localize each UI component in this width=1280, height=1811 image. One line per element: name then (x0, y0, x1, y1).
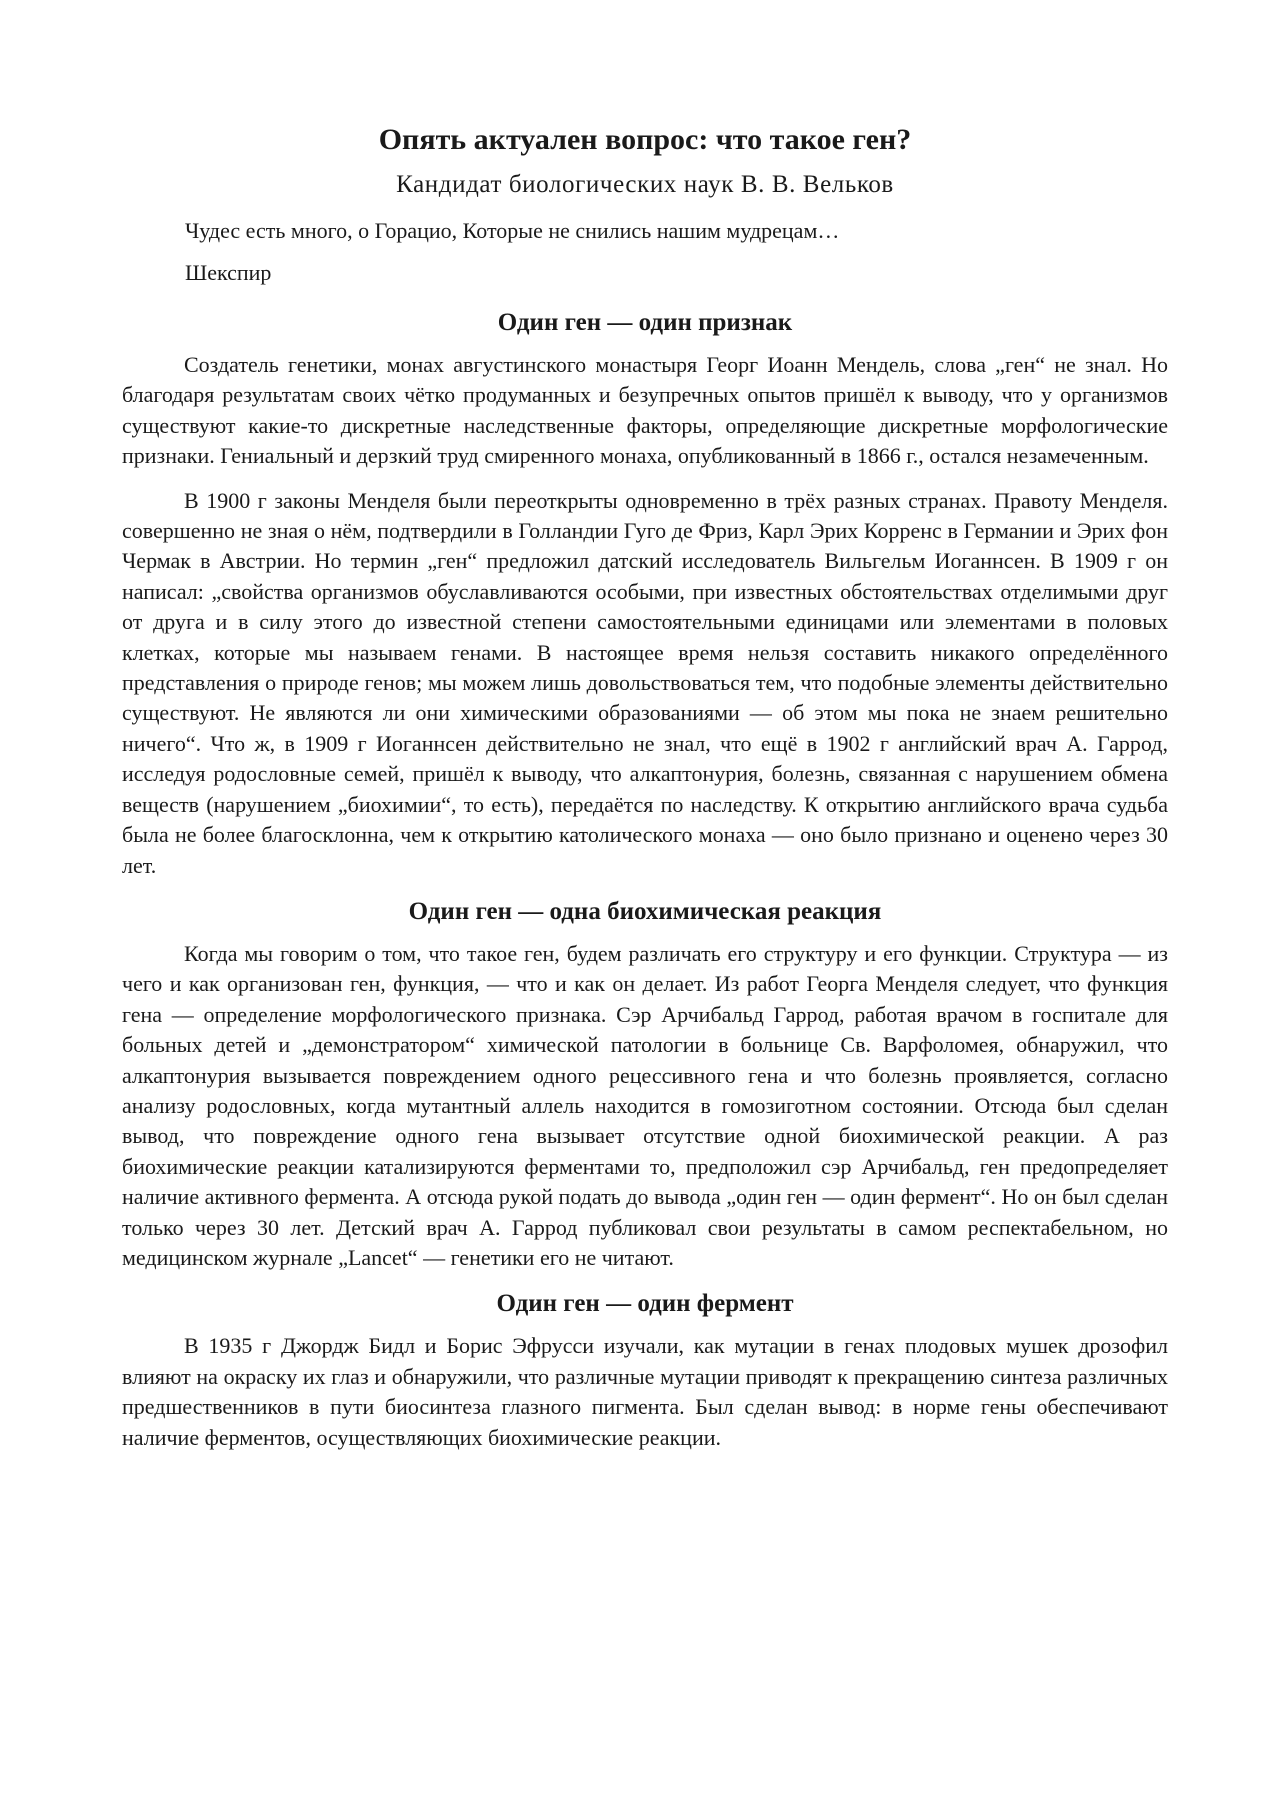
author-line: Кандидат биологических наук В. В. Вельков (396, 171, 894, 198)
epigraph-attribution: Шекспир (185, 260, 272, 285)
document-page (122, 120, 1168, 1467)
paragraph: Когда мы говорим о том, что такое ген, будем различать его структуру и его функции. Структура — из чего и как организован ген, функция, — что и как он делает. Из работ Георга Менделя следует, что функция гена — определение морфологического признака. Сэр Арчибальд Гаррод, работая врачом в госпитале для больных детей и „демонстратором“ химической патологии в больнице Св. Варфоломея, обнаружил, что алкаптонурия вызывается повреждением одного рецессивного гена и что болезнь проявляется, согласно анализу родословных, когда мутантный аллель находится в гомозиготном состоянии. Отсюда был сделан вывод, что повреждение одного гена вызывает отсутствие одной биохимической реакции. А раз биохимические реакции катализируются ферментами то, предположил сэр Арчибальд, ген предопределяет наличие активного фермента. А отсюда рукой подать до вывода „один ген — один фермент“. Но он был сделан только через 30 лет. Детский врач А. Гаррод публиковал свои результаты в самом респектабельном, но медицинском журнале „Lancet“ — генетики его не читают. (122, 940, 1168, 1270)
section-one-gene-one-enzyme (122, 1287, 1168, 1453)
epigraph-quote: Чудес есть много, о Горацио, Которые не снились нашим мудрецам… (185, 218, 840, 243)
section-one-gene-one-trait (122, 306, 1168, 881)
paragraph: В 1900 г законы Менделя были переоткрыты одновременно в трёх разных странах. Правоту Менделя. совершенно не зная о нём, подтвердили в Голландии Гуго де Фриз, Карл Эрих Корренс в Германии и Эрих фон Чермак в Австрии. Но термин „ген“ предложил датский исследователь Вильгельм Иоганнсен. В 1909 г он написал: „свойства организмов обуславливаются особыми, при известных обстоятельствах отделимыми друг от друга и в силу этого до известной степени самостоятельными единицами или элементами в половых клетках, которые мы называем генами. В настоящее время нельзя составить никакого определённого представления о природе генов; мы можем лишь довольствоваться тем, что подобные элементы действительно существуют. Не являются ли они химическими образованиями — об этом мы пока не знаем решительно ничего“. Что ж, в 1909 г Иоганнсен действительно не знал, что ещё в 1902 г английский врач А. Гаррод, исследуя родословные семей, пришёл к выводу, что алкаптонурия, болезнь, связанная с нарушением обмена веществ (нарушением „биохимии“, то есть), передаётся по наследству. К открытию английского врача судьба была не более благосклонна, чем к открытию католического монаха — оно было признано и оценено через 30 лет. (122, 487, 1168, 878)
paragraph: Создатель генетики, монах августинского монастыря Георг Иоанн Мендель, слова „ген“ не знал. Но благодаря результатам своих чётко продуманных и безупречных опытов пришёл к выводу, что у организмов существуют какие-то дискретные наследственные факторы, определяющие дискретные морфологические признаки. Гениальный и дерзкий труд смиренного монаха, опубликованный в 1866 г., остался незамеченным. (122, 352, 1168, 469)
section-one-gene-one-reaction (122, 895, 1168, 1273)
section-heading: Один ген — одна биохимическая реакция (408, 897, 882, 925)
section-heading: Один ген — один признак (497, 309, 793, 336)
paragraph: В 1935 г Джордж Бидл и Борис Эфрусси изучали, как мутации в генах плодовых мушек дрозофил влияют на окраску их глаз и обнаружили, что различные мутации приводят к прекращению синтеза различных предшественников в пути биосинтеза глазного пигмента. Был сделан вывод: в норме гены обеспечивают наличие ферментов, осуществляющих биохимические реакции. (122, 1333, 1168, 1450)
document-title: Опять актуален вопрос: что такое ген? (378, 123, 912, 156)
section-heading: Один ген — один фермент (496, 1290, 794, 1318)
